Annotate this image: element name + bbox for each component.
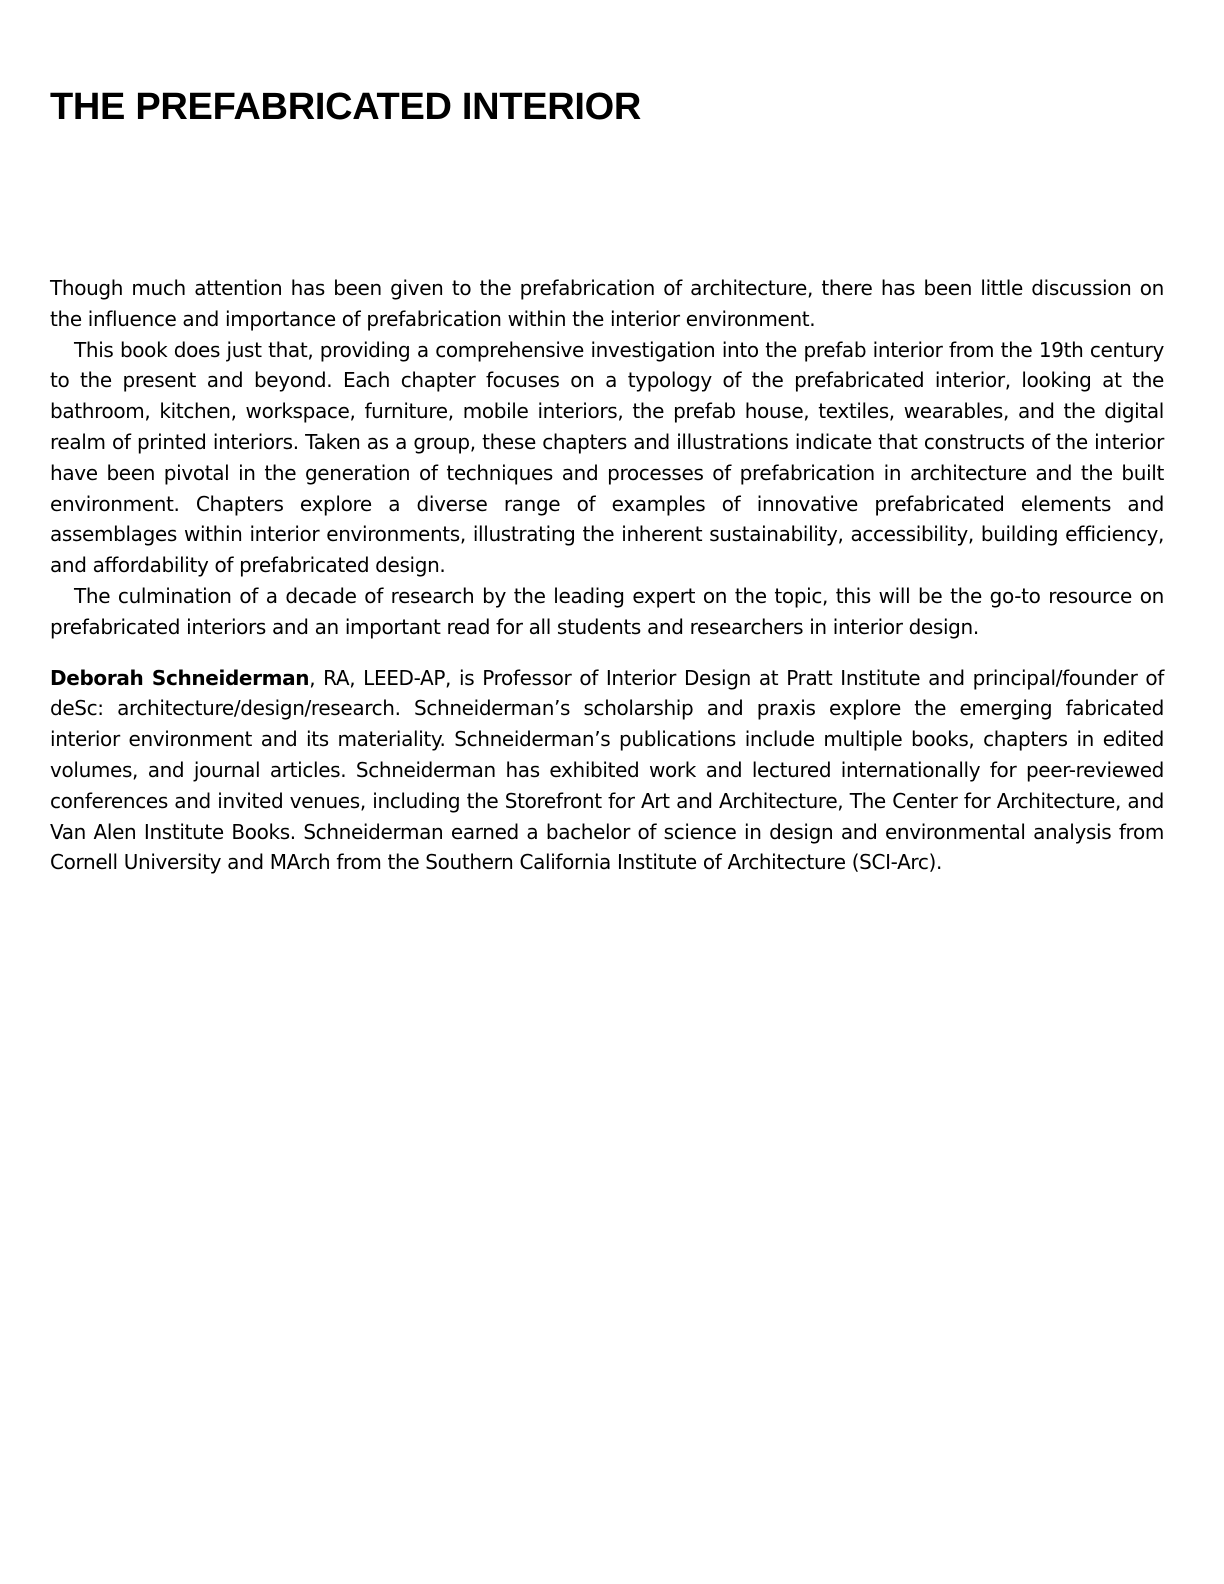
page-title: THE PREFABRICATED INTERIOR bbox=[50, 86, 642, 128]
author-bio bbox=[50, 663, 1164, 879]
description-paragraph: Though much attention has been given to the prefabrication of architecture, there has been little discussion on the influence and importance of prefabrication within the interior environment. bbox=[50, 276, 1164, 331]
description-paragraph: The culmination of a decade of research by the leading expert on the topic, this will be the go-to resource on prefabricated interiors and an important read for all students and researchers in interior design. bbox=[50, 583, 1164, 639]
author-bio-text: , RA, LEED-AP, is Professor of Interior Design at Pratt Institute and principal/founder of deSc: architecture/design/research. Schneiderman’s scholarship and praxis explore the emerging fabricated interior environment and its materiality. Schneiderman’s publications include multiple books, chapters in edited volumes, and journal articles. Schneiderman has exhibited work and lectured internationally for peer-reviewed conferences and invited venues, including the Storefront for Art and Architecture, The Center for Architecture, and Van Alen Institute Books. Schneiderman earned a bachelor of science in design and environmental analysis from Cornell University and MArch from the Southern California Institute of Architecture (SCI-Arc). bbox=[50, 665, 1164, 875]
description-paragraph: This book does just that, providing a comprehensive investigation into the prefab interior from the 19th century to the present and beyond. Each chapter focuses on a typology of the prefabricated interior, looking at the bathroom, kitchen, workspace, furniture, mobile interiors, the prefab house, textiles, wearables, and the digital realm of printed interiors. Taken as a group, these chapters and illustrations indicate that constructs of the interior have been pivotal in the generation of techniques and processes of prefabrication in architecture and the built environment. Chapters explore a diverse range of examples of innovative prefabricated elements and assemblages within interior environments, illustrating the inherent sustainability, accessibility, building efficiency, and affordability of prefabricated design. bbox=[50, 337, 1164, 578]
body-text bbox=[50, 273, 1164, 878]
document-page bbox=[50, 82, 1164, 875]
author-name: Deborah Schneiderman bbox=[50, 665, 310, 690]
